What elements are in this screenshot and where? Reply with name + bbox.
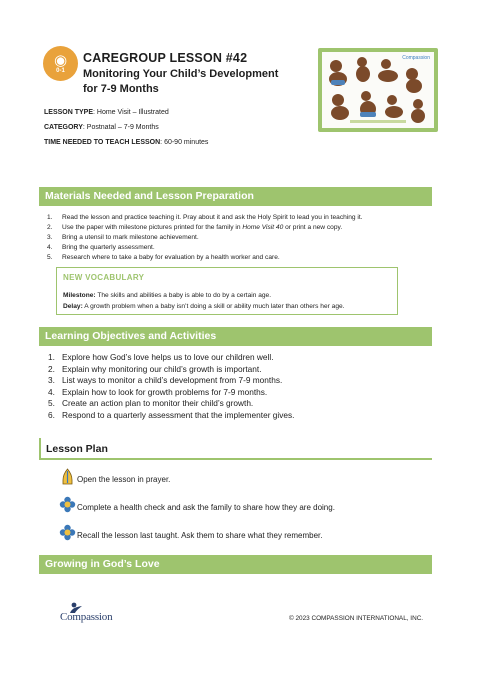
list-item: 3. List ways to monitor a child’s development from 7-9 months. — [48, 375, 283, 386]
lesson-subtitle: Monitoring Your Child’s Development for 7-9 Months — [83, 68, 279, 95]
copyright: © 2023 COMPASSION INTERNATIONAL, INC. — [289, 615, 424, 622]
praying-hands-icon — [59, 468, 76, 485]
plan-item-prayer: Open the lesson in prayer. — [59, 467, 170, 485]
flower-icon — [59, 524, 76, 541]
plan-item-recall: Recall the lesson last taught. Ask them to share what they remember. — [59, 523, 322, 541]
plan-item-health-check: Complete a health check and ask the family to share how they are doing. — [59, 495, 335, 513]
lesson-title: CAREGROUP LESSON #42 — [83, 51, 248, 65]
vocabulary-title: NEW VOCABULARY — [63, 273, 145, 282]
list-item: 2. Use the paper with milestone pictures printed for the family in Home Visit 40 or print a new copy. — [47, 224, 343, 231]
list-item: 5. Create an action plan to monitor their child’s growth. — [48, 398, 254, 409]
baby-icon: ◉ — [53, 50, 68, 69]
illustration-brand: Compassion — [402, 55, 430, 61]
list-item: 2. Explain why monitoring our child’s growth is important. — [48, 363, 262, 374]
materials-heading: Materials Needed and Lesson Preparation — [39, 187, 432, 206]
babies-illustration-icon — [322, 52, 434, 128]
milestone-illustration — [318, 48, 438, 132]
lesson-plan-heading: Lesson Plan — [39, 438, 432, 460]
list-item: 3. Bring a utensil to mark milestone achievement. — [47, 234, 199, 241]
objectives-list — [44, 352, 424, 422]
compassion-logo — [60, 602, 126, 624]
list-item: 4. Bring the quarterly assessment. — [47, 244, 155, 251]
meta-lesson-type: LESSON TYPE: Home Visit – Illustrated — [44, 109, 169, 116]
list-item: 1. Explore how God’s love helps us to love our children well. — [48, 352, 274, 362]
list-item: 6. Respond to a quarterly assessment that the implementer gives. — [48, 409, 295, 420]
objectives-heading: Learning Objectives and Activities — [39, 327, 432, 346]
age-badge-icon — [43, 46, 78, 81]
list-item: 1. Read the lesson and practice teaching it. Pray about it and ask the Holy Spirit to lead you in teaching it. — [47, 214, 363, 221]
vocab-delay: Delay: A growth problem when a baby isn’t doing a skill or ability much later than others her age. — [63, 303, 345, 310]
vocabulary-box — [56, 267, 398, 315]
logo-wordmark: Compassion — [60, 611, 113, 623]
growing-heading: Growing in God’s Love — [39, 555, 432, 574]
meta-category: CATEGORY: Postnatal – 7-9 Months — [44, 124, 159, 131]
list-item: 5. Research where to take a baby for evaluation by a health worker and care. — [47, 254, 280, 261]
preparation-steps — [44, 213, 434, 263]
vocab-milestone: Milestone: The skills and abilities a baby is able to do by a certain age. — [63, 292, 272, 299]
badge-age: 0-1 — [56, 67, 65, 74]
meta-time-needed: TIME NEEDED TO TEACH LESSON: 60-90 minutes — [44, 139, 209, 146]
flower-icon — [59, 496, 76, 513]
list-item: 4. Explain how to look for growth problems for 7-9 months. — [48, 386, 268, 397]
